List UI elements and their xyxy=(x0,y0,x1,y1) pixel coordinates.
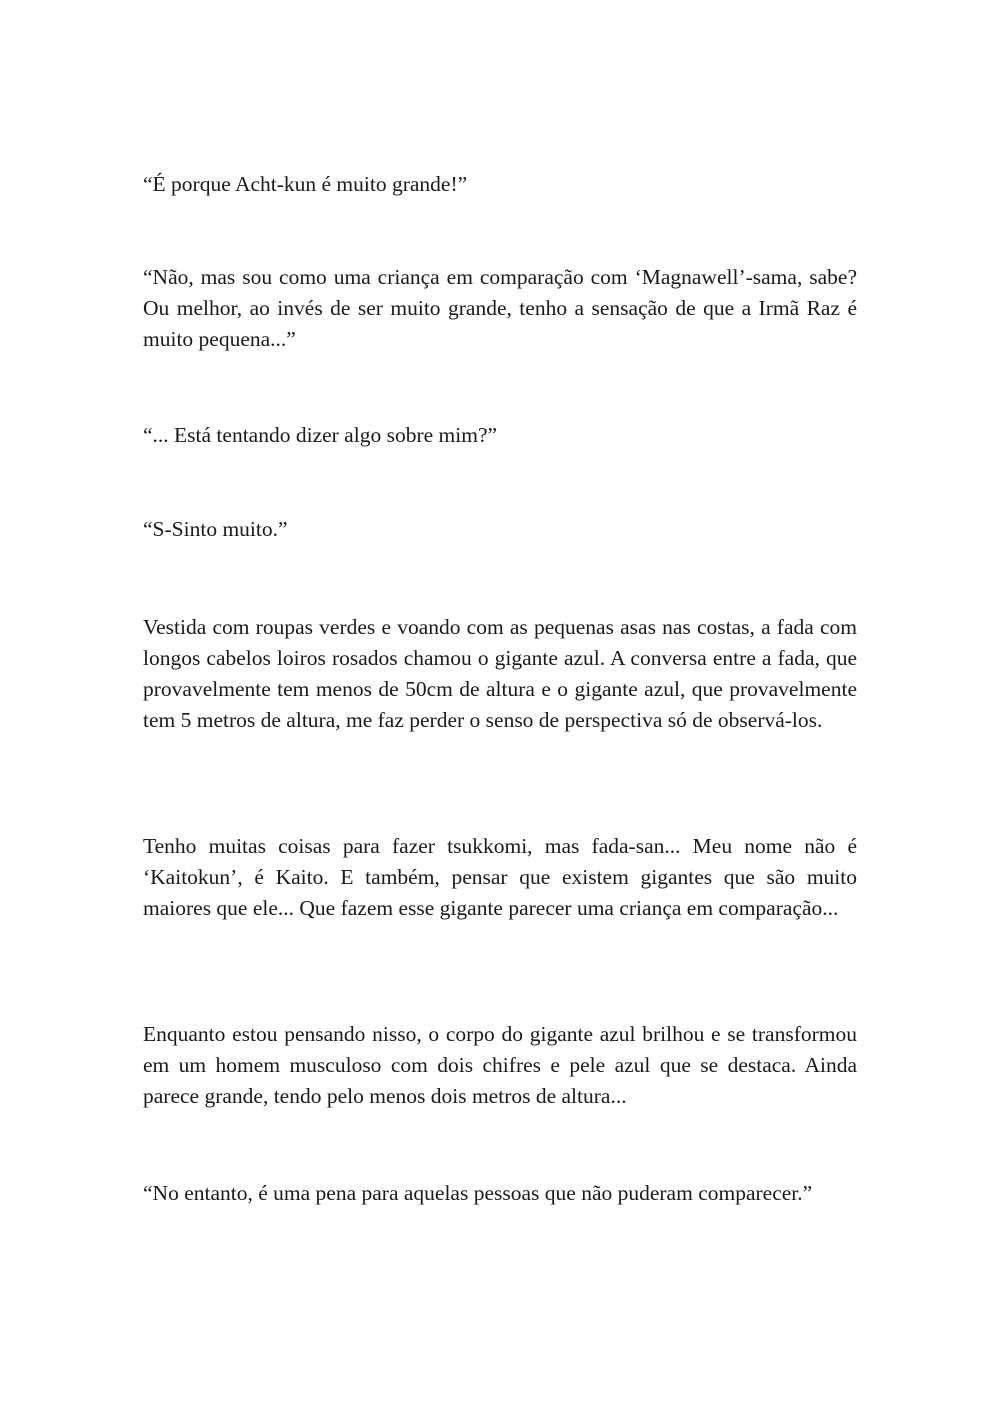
paragraph-dialogue-3: “... Está tentando dizer algo sobre mim?” xyxy=(143,423,498,447)
paragraph-dialogue-4: “S-Sinto muito.” xyxy=(143,517,288,541)
paragraph-dialogue-2: “Não, mas sou como uma criança em comparação com ‘Magnawell’-sama, sabe? Ou melhor, ao invés de ser muito grande, tenho a sensação de que a Irmã Raz é muito pequena...” xyxy=(143,265,857,351)
paragraph-dialogue-5: “No entanto, é uma pena para aquelas pessoas que não puderam comparecer.” xyxy=(143,1181,813,1205)
paragraph-narration-1: Vestida com roupas verdes e voando com as pequenas asas nas costas, a fada com longos cabelos loiros rosados chamou o gigante azul. A conversa entre a fada, que provavelmente tem menos de 50cm de altura e o gigante azul, que provavelmente tem 5 metros de altura, me faz perder o senso de perspectiva só de observá-los. xyxy=(143,615,857,732)
paragraph-narration-2: Tenho muitas coisas para fazer tsukkomi, mas fada-san... Meu nome não é ‘Kaitokun’, é Kaito. E também, pensar que existem gigantes que são muito maiores que ele... Que fazem esse gigante parecer uma criança em comparação... xyxy=(143,834,857,920)
paragraph-narration-3: Enquanto estou pensando nisso, o corpo do gigante azul brilhou e se transformou em um homem musculoso com dois chifres e pele azul que se destaca. Ainda parece grande, tendo pelo menos dois metros de altura... xyxy=(143,1022,857,1108)
paragraph-dialogue-1: “É porque Acht-kun é muito grande!” xyxy=(143,172,468,196)
